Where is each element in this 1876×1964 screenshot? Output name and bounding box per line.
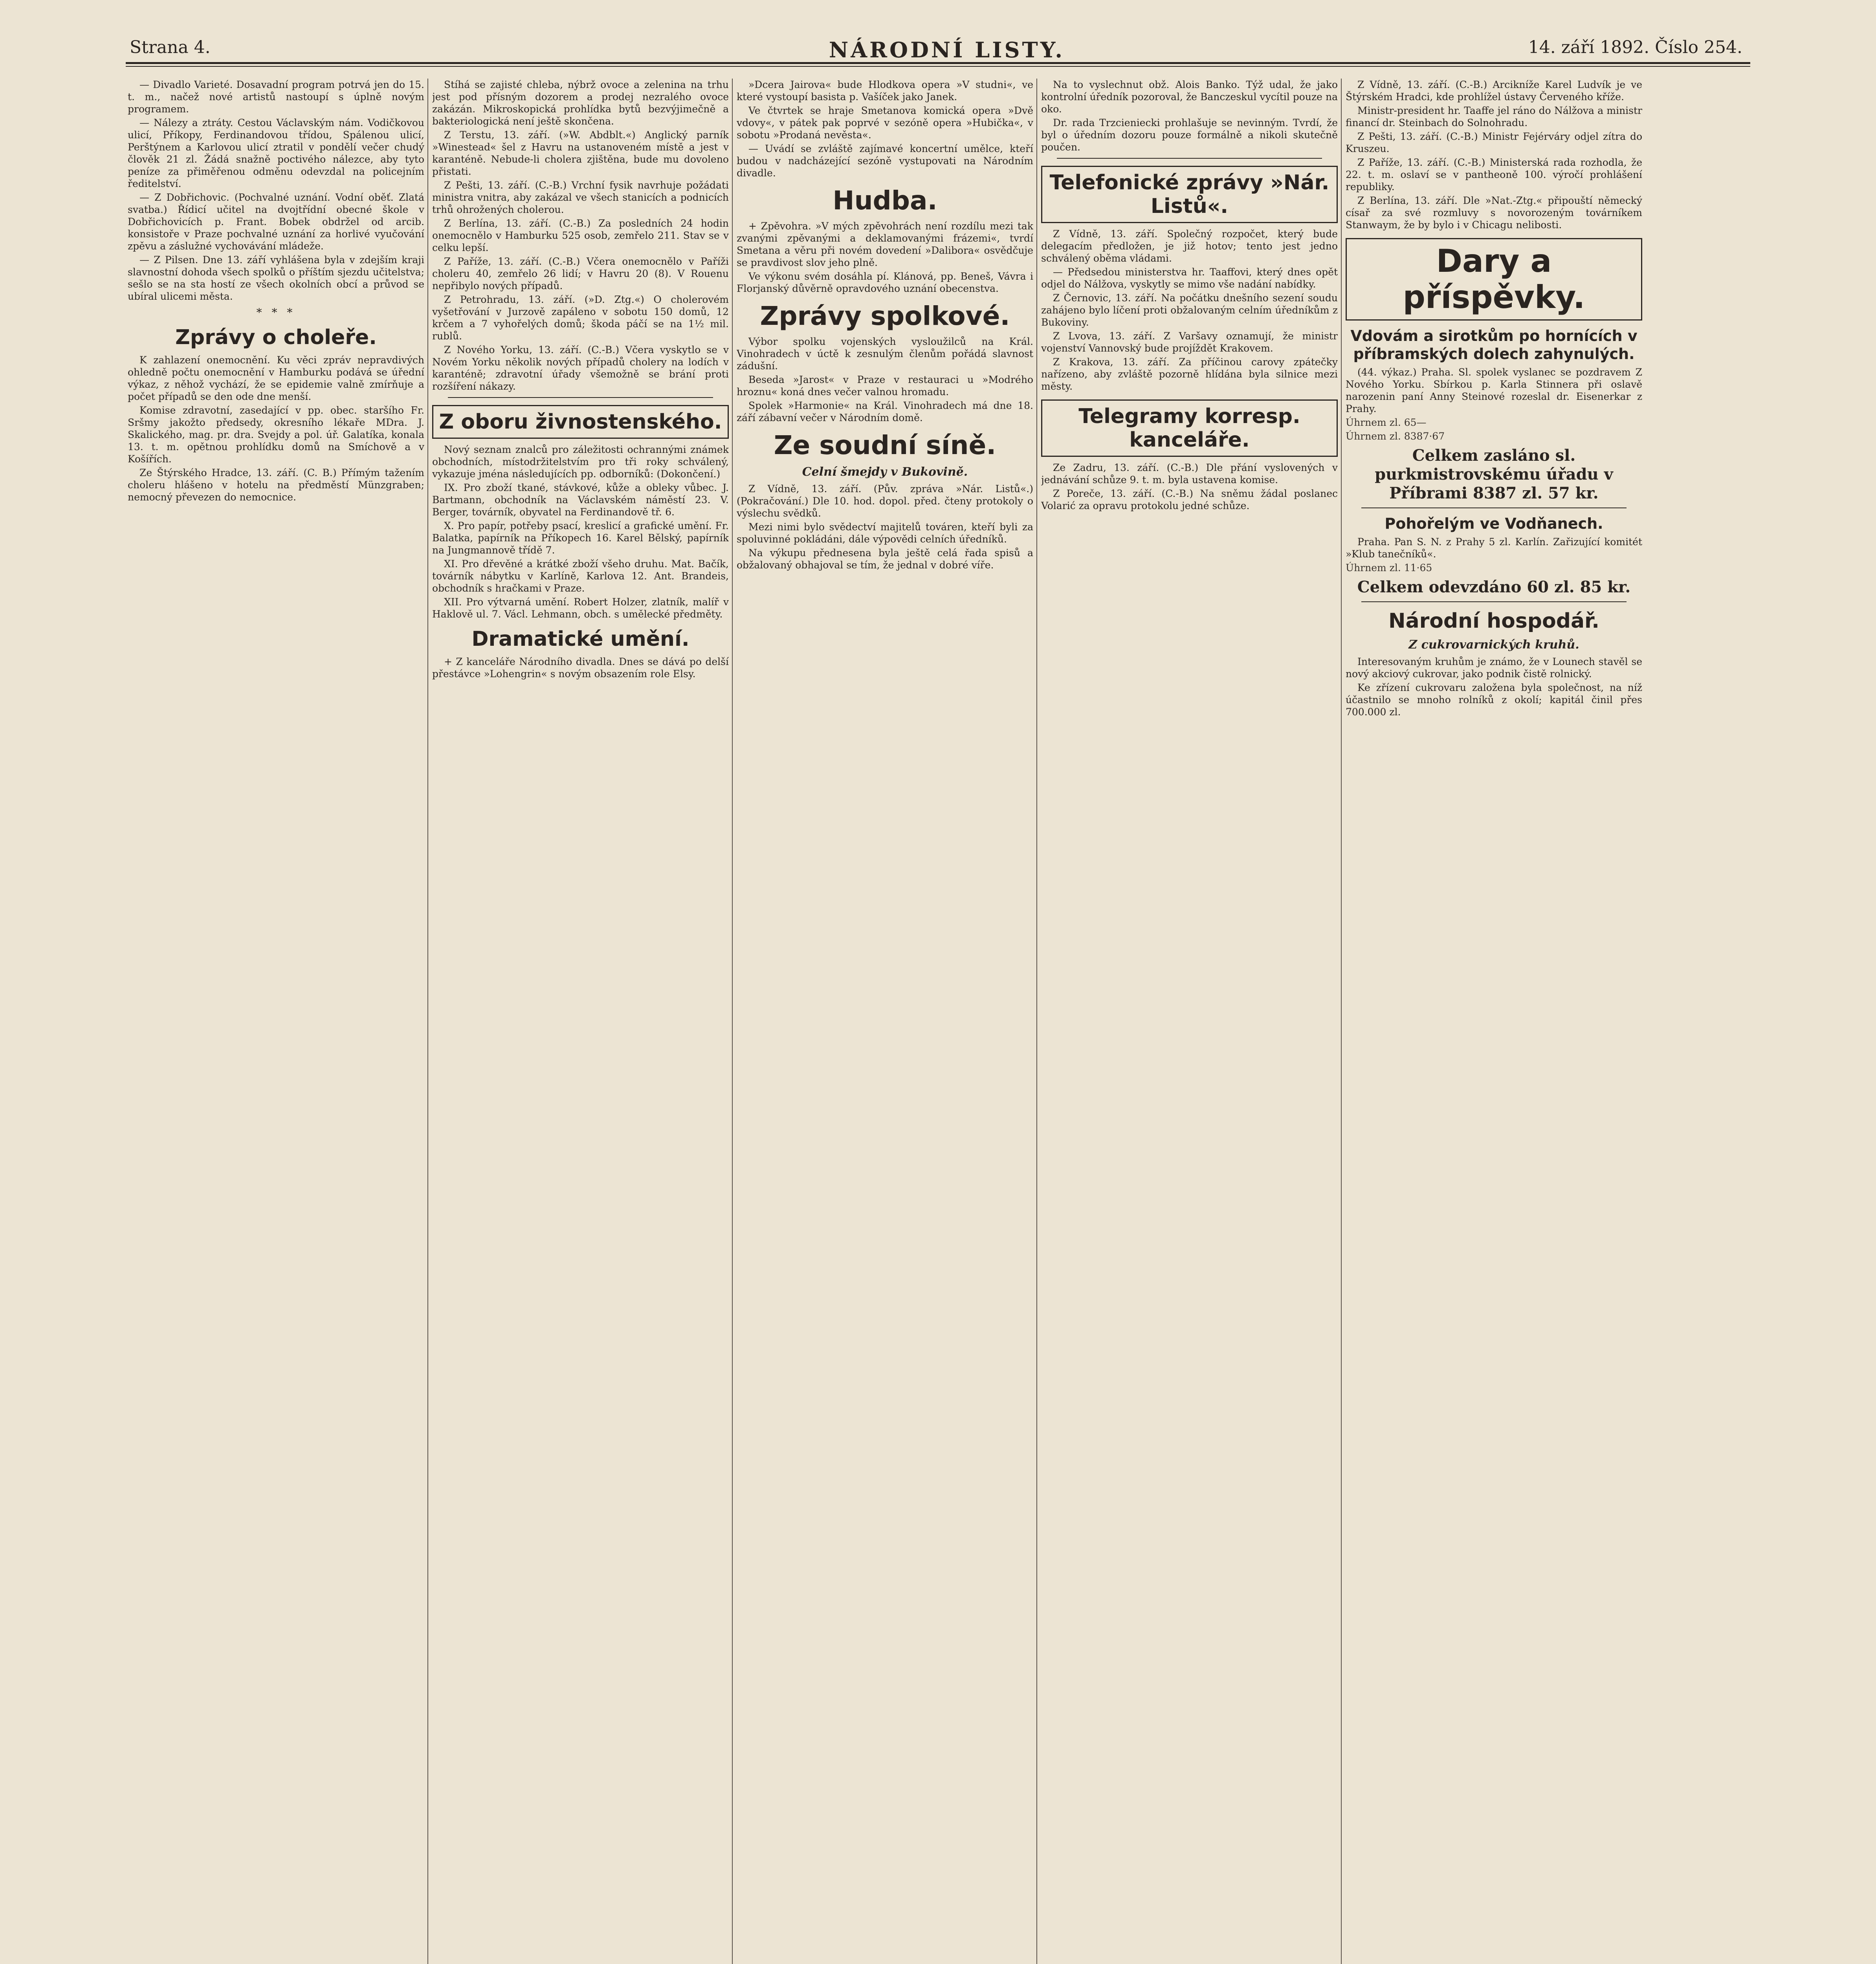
article-paragraph: — Z Dobřichovic. (Pochvalné uznání. Vodní oběť. Zlatá svatba.) Řídicí učitel na dvojtřídní obecné škole v Dobřichovicích p. Frant. Bobek obdržel od arcib. konsistoře v Praze pochvalné uznání za horlivé vyučování zpěvu a záslužné vychovávání mládeže.: [128, 192, 424, 252]
article-paragraph: Ze Štýrského Hradce, 13. září. (C. B.) Přímým tažením choleru hlášeno v hotelu na předměstí Münzgraben; nemocný převezen do nemocnice.: [128, 467, 424, 503]
subheading-vodnany: Pohořelým ve Vodňanech.: [1385, 515, 1603, 532]
donation-list: (44. výkaz.) Praha. Sl. spolek vyslanec se pozdravem Z Nového Yorku. Sbírkou p. Karla Stinnera při oslavě narozenin paní Anny Steinové rozeslal dr. Eisenerkar z Prahy.: [1346, 366, 1642, 414]
article-paragraph: Ke zřízení cukrovaru založena byla společnost, na níž účastnilo se mnoho rolníků z okolí; kapitál činil přes 700.000 zl.: [1346, 682, 1642, 718]
section-heading-donations: Dary a příspěvky.: [1346, 238, 1642, 321]
subheading-pribram: Vdovám a sirotkům po hornících v příbramských dolech zahynulých.: [1350, 327, 1638, 363]
donation-total: Úhrnem zl. 8387·67: [1346, 431, 1445, 442]
article-paragraph: Z Paříže, 13. září. (C.-B.) Ministerská rada rozhodla, že 22. t. m. oslaví se v pantheoně 100. výročí prohlášení republiky.: [1346, 157, 1642, 192]
article-paragraph: Z Berlína, 13. září. Dle »Nat.-Ztg.« připouští německý císař za své rozmluvy s novorozeným továrníkem Stanwaym, že by bylo i v Chicagu nelibosti.: [1346, 195, 1642, 231]
article-paragraph: Spolek »Harmonie« na Král. Vinohradech má dne 18. září zábavní večer v Národním domě.: [737, 400, 1033, 423]
section-ornament: * * *: [256, 306, 296, 319]
article-paragraph: Ve výkonu svém dosáhla pí. Klánová, pp. Beneš, Vávra i Florjanský důvěrně opravdového uznání obecenstva.: [737, 271, 1033, 294]
article-paragraph: »Dcera Jairova« bude Hlodkova opera »V studni«, ve které vystoupí basista p. Vašíček jako Janek.: [737, 79, 1033, 103]
article-paragraph: Z Nového Yorku, 13. září. (C.-B.) Včera vyskytlo se v Novém Yorku několik nových případů cholery na lodích v karanténě; zdravotní úřady všemožně se brání proti rozšíření nákazy.: [432, 344, 729, 392]
article-paragraph: IX. Pro zboží tkané, stávkové, kůže a obleky vůbec. J. Bartmann, obchodník na Václavském náměstí 23. V. Berger, továrník, obyvatel na Ferdinandově tř. 6.: [432, 482, 729, 518]
section-heading-telephone: Telefonické zprávy »Nár. Listů«.: [1041, 166, 1338, 223]
article-paragraph: Z Pešti, 13. září. (C.-B.) Vrchní fysik navrhuje požádati ministra vnitra, aby zakázal ve všech stanicích a podnicích trhů ohrožených cholerou.: [432, 180, 729, 215]
article-paragraph: Na výkupu přednesena byla ještě celá řada spisů a obžalovaný obhajoval se tím, že jednal v dobré víře.: [737, 547, 1033, 571]
article-paragraph: X. Pro papír, potřeby psací, kreslicí a grafické umění. Fr. Balatka, papírník na Příkopech 16. Karel Bělský, papírník na Jungmannově třídě 7.: [432, 520, 729, 556]
article-paragraph: Mezi nimi bylo svědectví majitelů továren, kteří byli za spoluvinné pokládáni, dále výpovědi celních úředníků.: [737, 521, 1033, 545]
article-paragraph: Ministr-president hr. Taaffe jel ráno do Nálžova a ministr financí dr. Steinbach do Solnohradu.: [1346, 105, 1642, 128]
section-rule: [1361, 601, 1627, 602]
masthead-title: NÁRODNÍ LISTY.: [829, 37, 1065, 62]
article-paragraph: — Předsedou ministerstva hr. Taaffovi, který dnes opět odjel do Nálžova, vyskytly se mimo vše nadání nabídky.: [1041, 266, 1338, 290]
donation-grand-total: Celkem zasláno sl. purkmistrovskému úřadu v Příbrami 8387 zl. 57 kr.: [1375, 446, 1613, 502]
article-paragraph: Dr. rada Trzcieniecki prohlašuje se nevinným. Tvrdí, že byl o úředním dozoru pouze formálně a nikoli skutečně poučen.: [1041, 117, 1338, 153]
column-divider: [427, 79, 428, 1964]
article-paragraph: Z Vídně, 13. září. (C.-B.) Arcikníže Karel Ludvík je ve Štýrském Hradci, kde prohlížel ústavy Červeného kříže.: [1346, 79, 1642, 103]
article-paragraph: Z Petrohradu, 13. září. (»D. Ztg.«) O cholerovém vyšetřování v Jurzově zapáleno v sobotu 150 domů, 12 krčem a 7 vyhořelých domů; škoda páčí se na 1½ mil. rublů.: [432, 294, 729, 342]
column-5: [1346, 79, 1642, 1964]
section-heading-societies: Zprávy spolkové.: [760, 301, 1010, 331]
article-paragraph: — Nálezy a ztráty. Cestou Václavským nám. Vodičkovou ulicí, Příkopy, Ferdinandovou třídou, Spálenou ulicí, Perštýnem a Karlovou ulicí ztratil v pondělí večer chudý člověk 21 zl. Žádá snažně poctivého nálezce, aby tyto peníze za přiměřenou odměnu odevzdal na policejním ředitelství.: [128, 117, 424, 189]
column-4: [1041, 79, 1338, 1964]
column-divider: [1036, 79, 1037, 1964]
column-2: [432, 79, 729, 1964]
article-paragraph: — Z Pilsen. Dne 13. září vyhlášena byla v zdejším kraji slavnostní dohoda všech spolků o příštím sjezdu učitelstva; sešlo se na sta hostí ze všech okolních obcí a průvod se ubíral ulicemi města.: [128, 254, 424, 302]
article-paragraph: Beseda »Jarost« v Praze v restauraci u »Modrého hroznu« koná dnes večer valnou hromadu.: [737, 374, 1033, 398]
subheading-sugar: Z cukrovarnických kruhů.: [1408, 638, 1579, 652]
section-rule: [448, 397, 713, 398]
donation-total: Úhrnem zl. 11·65: [1346, 562, 1432, 573]
article-paragraph: Z Vídně, 13. září. Společný rozpočet, který bude delegacím předložen, je již hotov; tento jest jedno schválený oběma vládami.: [1041, 228, 1338, 264]
article-paragraph: + Zpěvohra. »V mých zpěvohrách není rozdílu mezi tak zvanými zpěvanými a deklamovanými frázemi«, tvrdí Smetana a věru při novém dovedení »Dalibora« osvědčuje se pravdivost slov jeho plně.: [737, 220, 1033, 268]
subheading-customs: Celní šmejdy v Bukovině.: [802, 465, 968, 479]
article-paragraph: Z Poreče, 13. září. (C.-B.) Na sněmu žádal poslanec Volarić za opravu protokolu jedné schůze.: [1041, 488, 1338, 511]
article-paragraph: Z Krakova, 13. září. Za příčinou carovy zpátečky nařízeno, aby zvláště pozorně hlídána byla silnice mezi městy.: [1041, 356, 1338, 392]
article-paragraph: Komise zdravotní, zasedající v pp. obec. staršího Fr. Sršmy jakožto předsedy, okresního lékaře MDra. J. Skalického, mag. pr. dra. Svejdy a pol. úř. Galatíka, konala 13. t. m. opětnou prohlídku domů na Smíchově a v Košířích.: [128, 405, 424, 465]
column-divider: [1341, 79, 1342, 1964]
article-paragraph: Ze Zadru, 13. září. (C.-B.) Dle přání vyslovených v jednávání schůze 9. t. m. byla ustavena komise.: [1041, 462, 1338, 486]
article-paragraph: — Divadlo Varieté. Dosavadní program potrvá jen do 15. t. m., načež nové artistů nastoupí s úplně novým programem.: [128, 79, 424, 115]
article-paragraph: Z Paříže, 13. září. (C.-B.) Včera onemocnělo v Paříži choleru 40, zemřelo 26 lidí; v Havru 20 (8). V Rouenu nepřibylo nových případů.: [432, 256, 729, 291]
article-paragraph: Z Terstu, 13. září. (»W. Abdblt.«) Anglický parník »Winestead« šel z Havru na ustanoveném místě a jest v karanténě. Nebude-li cholera zjištěna, bude mu dovoleno přistati.: [432, 129, 729, 177]
article-paragraph: Výbor spolku vojenských vysloužilců na Král. Vinohradech v úctě k zesnulým členům pořádá slavnost zádušní.: [737, 336, 1033, 372]
donation-grand-total: Celkem odevzdáno 60 zl. 85 kr.: [1357, 578, 1631, 596]
article-paragraph: XI. Pro dřevěné a krátké zboží všeho druhu. Mat. Bačík, továrník nábytku v Karlíně, Karlova 12. Ant. Brandeis, obchodník s hračkami v Praze.: [432, 558, 729, 594]
article-paragraph: — Uvádí se zvláště zajímavé koncertní umělce, kteří budou v nadcházející sezóně vystupovati na Národním divadle.: [737, 143, 1033, 179]
column-divider: [732, 79, 733, 1964]
article-paragraph: Stíhá se zajisté chleba, nýbrž ovoce a zelenina na trhu jest pod přísným dozorem a prodej nezralého ovoce zakázán. Mikroskopická prohlídka bytů bezvýjimečně a bakteriologická není ještě skončena.: [432, 79, 729, 127]
header-rule: [126, 62, 1750, 64]
section-rule: [1361, 507, 1627, 508]
page-number: Strana 4.: [130, 37, 211, 57]
issue-date-number: 14. září 1892. Číslo 254.: [1528, 37, 1742, 57]
article-paragraph: Nový seznam znalců pro záležitosti ochrannými známek obchodních, místodržitelstvím pro tři roky schválený, vykazuje jména následujících pp. odborníků: (Dokončení.): [432, 444, 729, 480]
article-paragraph: Z Černovic, 13. září. Na počátku dnešního sezení soudu zahájeno bylo líčení proti obžalovaným celním úředníkům z Bukoviny.: [1041, 292, 1338, 328]
article-paragraph: + Z kanceláře Národního divadla. Dnes se dává po delší přestávce »Lohengrin« s novým obsazením role Elsy.: [432, 656, 729, 680]
article-paragraph: Interesovaným kruhům je známo, že v Lounech stavěl se nový akciový cukrovar, jako podnik čistě rolnický.: [1346, 656, 1642, 680]
header-rule-thin: [126, 66, 1750, 67]
section-rule: [1057, 158, 1322, 159]
donation-total: Úhrnem zl. 65—: [1346, 417, 1427, 428]
column-3: [737, 79, 1033, 1964]
article-paragraph: Ve čtvrtek se hraje Smetanova komická opera »Dvě vdovy«, v pátek pak poprvé v sezóně opera »Hubička«, v sobotu »Prodaná nevěsta«.: [737, 105, 1033, 141]
article-paragraph: XII. Pro výtvarná umění. Robert Holzer, zlatník, malíř v Haklově ul. 7. Václ. Lehmann, obch. s umělecké předměty.: [432, 596, 729, 620]
section-heading-telegrams: Telegramy korresp. kanceláře.: [1041, 399, 1338, 457]
section-heading-trade: Z oboru živnostenského.: [432, 405, 729, 439]
donation-list: Praha. Pan S. N. z Prahy 5 zl. Karlín. Zařizující komitét »Klub tanečníků«.: [1346, 536, 1642, 560]
section-heading-cholera: Zprávy o choleře.: [175, 326, 377, 349]
article-paragraph: Z Berlína, 13. září. (C.-B.) Za posledních 24 hodin onemocnělo v Hamburku 525 osob, zemřelo 211. Stav se v celku lepší.: [432, 218, 729, 253]
article-paragraph: K zahlazení onemocnění. Ku věci zpráv nepravdivých ohledně počtu onemocnění v Hamburku podává se úřední výkaz, z něhož vychází, že se epidemie valně zmírňuje a počet případů se den ode dne menší.: [128, 354, 424, 402]
article-paragraph: Z Pešti, 13. září. (C.-B.) Ministr Fejérváry odjel zítra do Kruszeu.: [1346, 131, 1642, 154]
article-paragraph: Na to vyslechnut obž. Alois Banko. Týž udal, že jako kontrolní úředník pozoroval, že Banczeskul vycítil pouze na oko.: [1041, 79, 1338, 115]
section-heading-court: Ze soudní síně.: [774, 430, 996, 460]
section-heading-music: Hudba.: [833, 185, 937, 216]
section-heading-economy: Národní hospodář.: [1388, 609, 1600, 633]
section-heading-drama: Dramatické umění.: [471, 627, 690, 651]
article-paragraph: Z Vídně, 13. září. (Pův. zpráva »Nár. Listů«.) (Pokračování.) Dle 10. hod. dopol. před. čteny protokoly o výslechu svědků.: [737, 483, 1033, 519]
column-1: [128, 79, 424, 1964]
article-paragraph: Z Lvova, 13. září. Z Varšavy oznamují, že ministr vojenství Vannovský bude projíždět Krakovem.: [1041, 330, 1338, 354]
